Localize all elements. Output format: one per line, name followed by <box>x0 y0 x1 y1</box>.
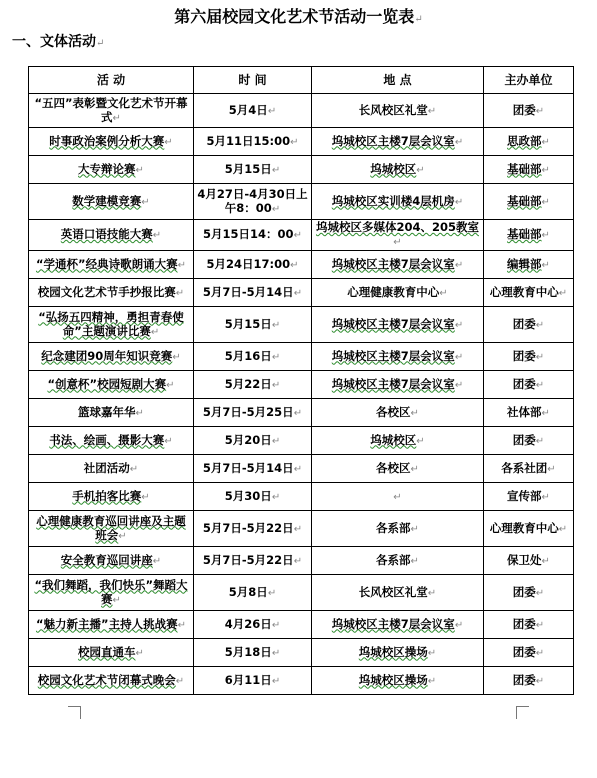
paragraph-mark-icon: ↵ <box>293 463 303 475</box>
cell-organizer <box>484 639 574 667</box>
cell-text: 篮球嘉年华 <box>78 404 136 419</box>
paragraph-mark-icon: ↵ <box>416 435 425 447</box>
paragraph-mark-icon: ↵ <box>454 379 464 391</box>
paragraph-mark-icon: ↵ <box>166 379 175 391</box>
cell-text: 保卫处 <box>507 552 542 567</box>
cell-time <box>194 307 312 343</box>
cell-text: 各系社团 <box>501 460 548 475</box>
paragraph-mark-icon: ↵ <box>410 523 419 535</box>
cell-time <box>194 156 312 184</box>
cell-organizer <box>484 251 574 279</box>
cell-time <box>194 575 312 611</box>
header-location: 地 点 <box>312 67 484 94</box>
paragraph-mark-icon: ↵ <box>164 435 173 447</box>
paragraph-mark-icon: ↵ <box>541 491 550 503</box>
cell-text: 4月26日 <box>224 616 272 631</box>
paragraph-mark-icon: ↵ <box>271 319 281 331</box>
cell-text: 纪念建团90周年知识竞赛 <box>41 348 173 363</box>
cell-time <box>194 611 312 639</box>
cell-text: 思政部 <box>507 133 542 148</box>
paragraph-mark-icon: ↵ <box>535 105 545 117</box>
table-row <box>29 279 574 307</box>
paragraph-mark-icon: ↵ <box>439 287 448 299</box>
cell-text: 基础部 <box>507 161 542 176</box>
cell-text: 各校区 <box>376 404 411 419</box>
cell-activity <box>29 279 194 307</box>
paragraph-mark-icon: ↵ <box>293 287 303 299</box>
cell-location <box>312 156 484 184</box>
cell-text: 社团活动 <box>83 460 130 475</box>
paragraph-mark-icon: ↵ <box>135 407 144 419</box>
table-row <box>29 667 574 695</box>
cell-text: 心理教育中心 <box>489 284 559 299</box>
cell-text: 坞城校区主楼7层会议室 <box>331 348 455 363</box>
cell-activity <box>29 611 194 639</box>
cell-text: 5月7日-5月22日 <box>202 520 294 535</box>
paragraph-mark-icon: ↵ <box>535 319 545 331</box>
paragraph-mark-icon: ↵ <box>427 647 437 659</box>
cell-organizer <box>484 575 574 611</box>
paragraph-mark-icon: ↵ <box>410 555 419 567</box>
table-row <box>29 575 574 611</box>
cell-text: 坞城校区主楼7层会议室 <box>331 133 455 148</box>
cell-time <box>194 427 312 455</box>
table-header-row <box>29 67 574 94</box>
paragraph-mark-icon: ↵ <box>427 587 437 599</box>
paragraph-mark-icon: ↵ <box>541 196 550 208</box>
paragraph-mark-icon: ↵ <box>152 230 162 241</box>
cell-text: “创意杯”校园短剧大赛 <box>47 376 167 391</box>
table-row <box>29 399 574 427</box>
cell-text: 长风校区礼堂 <box>358 102 428 117</box>
paragraph-mark-icon: ↵ <box>541 230 550 241</box>
table-row <box>29 220 574 251</box>
cell-text: 5月18日 <box>224 644 272 659</box>
cell-organizer <box>484 128 574 156</box>
cell-time <box>194 184 312 220</box>
paragraph-mark-icon: ↵ <box>271 647 281 659</box>
cell-location <box>312 307 484 343</box>
cell-text: 坞城校区主楼7层会议室 <box>331 256 455 271</box>
cell-location <box>312 184 484 220</box>
paragraph-mark-icon: ↵ <box>293 407 303 419</box>
cell-time <box>194 343 312 371</box>
paragraph-mark-icon: ↵ <box>135 164 144 176</box>
section-heading: 一、文体活动↵ <box>12 34 105 50</box>
cell-text: 坞城校区主楼7层会议室 <box>331 616 455 631</box>
paragraph-mark-icon: ↵ <box>535 435 545 447</box>
cell-text: 5月22日 <box>224 376 272 391</box>
cell-activity <box>29 427 194 455</box>
crop-mark-bottom-right <box>516 706 529 719</box>
cell-text: 书法、绘画、摄影大赛 <box>49 432 165 447</box>
cell-text: 团委 <box>512 616 536 631</box>
cell-activity <box>29 184 194 220</box>
paragraph-mark-icon: ↵ <box>290 136 299 148</box>
cell-time <box>194 128 312 156</box>
cell-text: 校园文化艺术节闭幕式晚会 <box>37 672 176 687</box>
cell-text: 5月8日 <box>228 584 268 599</box>
cell-activity <box>29 307 194 343</box>
cell-text: 坞城校区主楼7层会议室 <box>331 316 455 331</box>
paragraph-mark-icon: ↵ <box>541 407 550 419</box>
cell-time <box>194 279 312 307</box>
cell-text: 数学建模竞赛 <box>72 193 142 208</box>
cell-organizer <box>484 184 574 220</box>
paragraph-mark-icon: ↵ <box>535 379 545 391</box>
cell-organizer <box>484 611 574 639</box>
cell-text: 社体部 <box>507 404 542 419</box>
paragraph-mark-icon: ↵ <box>454 319 464 331</box>
table-row <box>29 94 574 128</box>
cell-time <box>194 639 312 667</box>
cell-text: 坞城校区实训楼4层机房 <box>331 193 455 208</box>
table-row <box>29 156 574 184</box>
cell-location <box>312 94 484 128</box>
header-activity: 活 动 <box>29 67 194 94</box>
paragraph-mark-icon: ↵ <box>135 647 144 659</box>
paragraph-mark-icon: ↵ <box>454 351 464 363</box>
paragraph-mark-icon: ↵ <box>535 351 545 363</box>
cell-location <box>312 371 484 399</box>
paragraph-mark-icon: ↵ <box>393 491 402 503</box>
paragraph-mark-icon: ↵ <box>416 164 425 176</box>
cell-text: “学通杯”经典诗歌朗诵大赛 <box>35 256 178 271</box>
cell-time <box>194 371 312 399</box>
cell-organizer <box>484 279 574 307</box>
paragraph-mark-icon: ↵ <box>271 351 281 363</box>
cell-text: 团委 <box>512 644 536 659</box>
cell-location <box>312 220 484 251</box>
cell-organizer <box>484 94 574 128</box>
paragraph-mark-icon: ↵ <box>410 407 419 419</box>
paragraph-mark-icon: ↵ <box>454 136 464 148</box>
cell-text: 坞城校区操场 <box>358 672 428 687</box>
table-row <box>29 547 574 575</box>
cell-text: 英语口语技能大赛 <box>60 227 153 241</box>
cell-activity <box>29 371 194 399</box>
cell-organizer <box>484 307 574 343</box>
cell-organizer <box>484 427 574 455</box>
paragraph-mark-icon: ↵ <box>293 523 303 535</box>
cell-text: “五四”表彰暨文化艺术节开幕式 <box>34 95 188 124</box>
cell-organizer <box>484 156 574 184</box>
cell-location <box>312 128 484 156</box>
cell-text: 5月11日15:00 <box>206 133 291 148</box>
paragraph-mark-icon: ↵ <box>271 675 281 687</box>
paragraph-mark-icon: ↵ <box>410 463 419 475</box>
paragraph-mark-icon: ↵ <box>267 105 277 117</box>
paragraph-mark-icon: ↵ <box>129 463 139 475</box>
paragraph-mark-icon: ↵ <box>172 351 181 363</box>
cell-activity <box>29 251 194 279</box>
paragraph-mark-icon: ↵ <box>271 435 281 447</box>
paragraph-mark-icon: ↵ <box>293 230 302 241</box>
table-row <box>29 343 574 371</box>
cell-text: 基础部 <box>507 227 542 241</box>
cell-text: 5月15日14：00 <box>203 227 294 241</box>
cell-organizer <box>484 483 574 511</box>
table-row <box>29 307 574 343</box>
cell-text: 6月11日 <box>224 672 272 687</box>
cell-text: 坞城校区 <box>370 432 417 447</box>
cell-location <box>312 427 484 455</box>
cell-organizer <box>484 343 574 371</box>
cell-text: 5月30日 <box>224 488 272 503</box>
cell-text: 心理教育中心 <box>489 520 559 535</box>
cell-organizer <box>484 511 574 547</box>
cell-organizer <box>484 371 574 399</box>
cell-text: 坞城校区多媒体204、205教室 <box>315 220 479 234</box>
cell-text: 长风校区礼堂 <box>358 584 428 599</box>
cell-text: 5月7日-5月14日 <box>202 284 294 299</box>
cell-location <box>312 611 484 639</box>
cell-location <box>312 575 484 611</box>
paragraph-mark-icon: ↵ <box>427 105 437 117</box>
crop-mark-bottom-left <box>68 706 81 719</box>
cell-location <box>312 511 484 547</box>
cell-text: 4月27日-4月30日上午8：00 <box>197 186 308 215</box>
paragraph-mark-icon: ↵ <box>271 619 281 631</box>
cell-text: 校园直通车 <box>78 644 136 659</box>
table-row <box>29 251 574 279</box>
table-row <box>29 184 574 220</box>
cell-time <box>194 399 312 427</box>
paragraph-mark-icon: ↵ <box>271 379 281 391</box>
cell-organizer <box>484 667 574 695</box>
cell-text: 5月4日 <box>228 102 268 117</box>
paragraph-mark-icon: ↵ <box>541 259 550 271</box>
cell-text: 5月15日 <box>224 161 272 176</box>
header-time: 时 间 <box>194 67 312 94</box>
paragraph-mark-icon: ↵ <box>112 112 121 124</box>
paragraph-mark-icon: ↵ <box>454 196 464 208</box>
cell-time <box>194 220 312 251</box>
cell-activity <box>29 575 194 611</box>
paragraph-mark-icon: ↵ <box>535 619 545 631</box>
cell-text: 各系部 <box>376 552 411 567</box>
paragraph-mark-icon: ↵ <box>541 136 550 148</box>
cell-text: 5月16日 <box>224 348 272 363</box>
cell-time <box>194 455 312 483</box>
cell-text: 团委 <box>512 672 536 687</box>
cell-text: 团委 <box>512 376 536 391</box>
cell-text: 5月7日-5月25日 <box>202 404 294 419</box>
paragraph-mark-icon: ↵ <box>175 675 185 687</box>
table-row <box>29 128 574 156</box>
table-row <box>29 371 574 399</box>
cell-location <box>312 279 484 307</box>
paragraph-mark-icon: ↵ <box>177 259 186 271</box>
header-organizer: 主办单位 <box>484 67 574 94</box>
cell-location <box>312 455 484 483</box>
cell-organizer <box>484 455 574 483</box>
cell-text: 团委 <box>512 584 536 599</box>
paragraph-mark-icon: ↵ <box>535 647 545 659</box>
paragraph-mark-icon: ↵ <box>293 555 303 567</box>
cell-text: 大专辩论赛 <box>78 161 136 176</box>
cell-location <box>312 483 484 511</box>
cell-text: 编辑部 <box>507 256 542 271</box>
cell-text: 坞城校区 <box>370 161 417 176</box>
cell-text: 安全教育巡回讲座 <box>60 552 153 567</box>
cell-activity <box>29 220 194 251</box>
cell-text: 心理健康教育中心 <box>347 284 440 299</box>
cell-text: 5月24日17:00 <box>206 256 291 271</box>
table-row <box>29 639 574 667</box>
cell-text: 时事政治案例分析大赛 <box>49 133 165 148</box>
paragraph-mark-icon: ↵ <box>535 587 545 599</box>
cell-activity <box>29 483 194 511</box>
cell-text: 校园文化艺术节手抄报比赛 <box>37 284 176 299</box>
paragraph-mark-icon: ↵ <box>454 619 464 631</box>
paragraph-mark-icon: ↵ <box>112 594 121 606</box>
paragraph-mark-icon: ↵ <box>271 164 281 176</box>
cell-location <box>312 343 484 371</box>
page-title: 第六届校园文化艺术节活动一览表↵ <box>174 7 423 26</box>
paragraph-mark-icon: ↵ <box>164 136 173 148</box>
cell-text: 坞城校区主楼7层会议室 <box>331 376 455 391</box>
cell-text: 团委 <box>512 316 536 331</box>
cell-text: 团委 <box>512 102 536 117</box>
cell-activity <box>29 156 194 184</box>
table-row <box>29 511 574 547</box>
cell-location <box>312 251 484 279</box>
cell-organizer <box>484 399 574 427</box>
cell-text: 5月7日-5月14日 <box>202 460 294 475</box>
cell-text: “我们舞蹈，我们快乐”舞蹈大赛 <box>34 577 188 606</box>
cell-activity <box>29 547 194 575</box>
paragraph-mark-icon: ↵ <box>541 555 550 567</box>
cell-activity <box>29 667 194 695</box>
cell-text: 5月7日-5月22日 <box>202 552 294 567</box>
cell-organizer <box>484 547 574 575</box>
cell-location <box>312 399 484 427</box>
paragraph-mark-icon: ↵ <box>535 675 545 687</box>
cell-time <box>194 251 312 279</box>
paragraph-mark-icon: ↵ <box>118 530 127 542</box>
cell-text: 团委 <box>512 348 536 363</box>
paragraph-mark-icon: ↵ <box>141 491 150 503</box>
cell-location <box>312 639 484 667</box>
cell-organizer <box>484 220 574 251</box>
cell-text: 5月20日 <box>224 432 272 447</box>
paragraph-mark-icon: ↵ <box>150 326 160 338</box>
paragraph-mark-icon: ↵ <box>141 196 150 208</box>
cell-text: 5月15日 <box>224 316 272 331</box>
activity-table <box>28 66 574 695</box>
paragraph-mark-icon: ↵ <box>175 287 185 299</box>
cell-location <box>312 667 484 695</box>
paragraph-mark-icon: ↵ <box>290 259 299 271</box>
paragraph-mark-icon: ↵ <box>271 491 281 503</box>
cell-activity <box>29 639 194 667</box>
paragraph-mark-icon: ↵ <box>547 463 556 475</box>
cell-location <box>312 547 484 575</box>
cell-activity <box>29 343 194 371</box>
table-body <box>29 94 574 695</box>
cell-time <box>194 94 312 128</box>
cell-time <box>194 667 312 695</box>
paragraph-mark-icon: ↵ <box>177 619 186 631</box>
cell-activity <box>29 511 194 547</box>
cell-activity <box>29 455 194 483</box>
cell-text: 各系部 <box>376 520 411 535</box>
cell-text: 手机拍客比赛 <box>72 488 142 503</box>
cell-time <box>194 483 312 511</box>
paragraph-mark-icon: ↵ <box>267 587 277 599</box>
table-row <box>29 611 574 639</box>
cell-text: “弘扬五四精神，勇担青春使命”主题演讲比赛 <box>38 309 184 338</box>
cell-text: 各校区 <box>376 460 411 475</box>
cell-text: 宣传部 <box>507 488 542 503</box>
paragraph-mark-icon: ↵ <box>427 675 437 687</box>
paragraph-mark-icon: ↵ <box>152 555 162 567</box>
cell-time <box>194 547 312 575</box>
cell-text: 基础部 <box>507 193 542 208</box>
paragraph-mark-icon: ↵ <box>393 237 402 248</box>
cell-activity <box>29 94 194 128</box>
paragraph-mark-icon: ↵ <box>558 287 568 299</box>
cell-text: 心理健康教育巡回讲座及主题班会 <box>36 513 186 542</box>
cell-activity <box>29 128 194 156</box>
table-row <box>29 427 574 455</box>
cell-time <box>194 511 312 547</box>
cell-text: “魅力新主播”主持人挑战赛 <box>35 616 178 631</box>
cell-text: 坞城校区操场 <box>358 644 428 659</box>
paragraph-mark-icon: ↵ <box>454 259 464 271</box>
cell-text: 团委 <box>512 432 536 447</box>
paragraph-mark-icon: ↵ <box>558 523 568 535</box>
table-row <box>29 455 574 483</box>
paragraph-mark-icon: ↵ <box>541 164 550 176</box>
cell-activity <box>29 399 194 427</box>
paragraph-mark-icon: ↵ <box>271 203 281 215</box>
table-row <box>29 483 574 511</box>
